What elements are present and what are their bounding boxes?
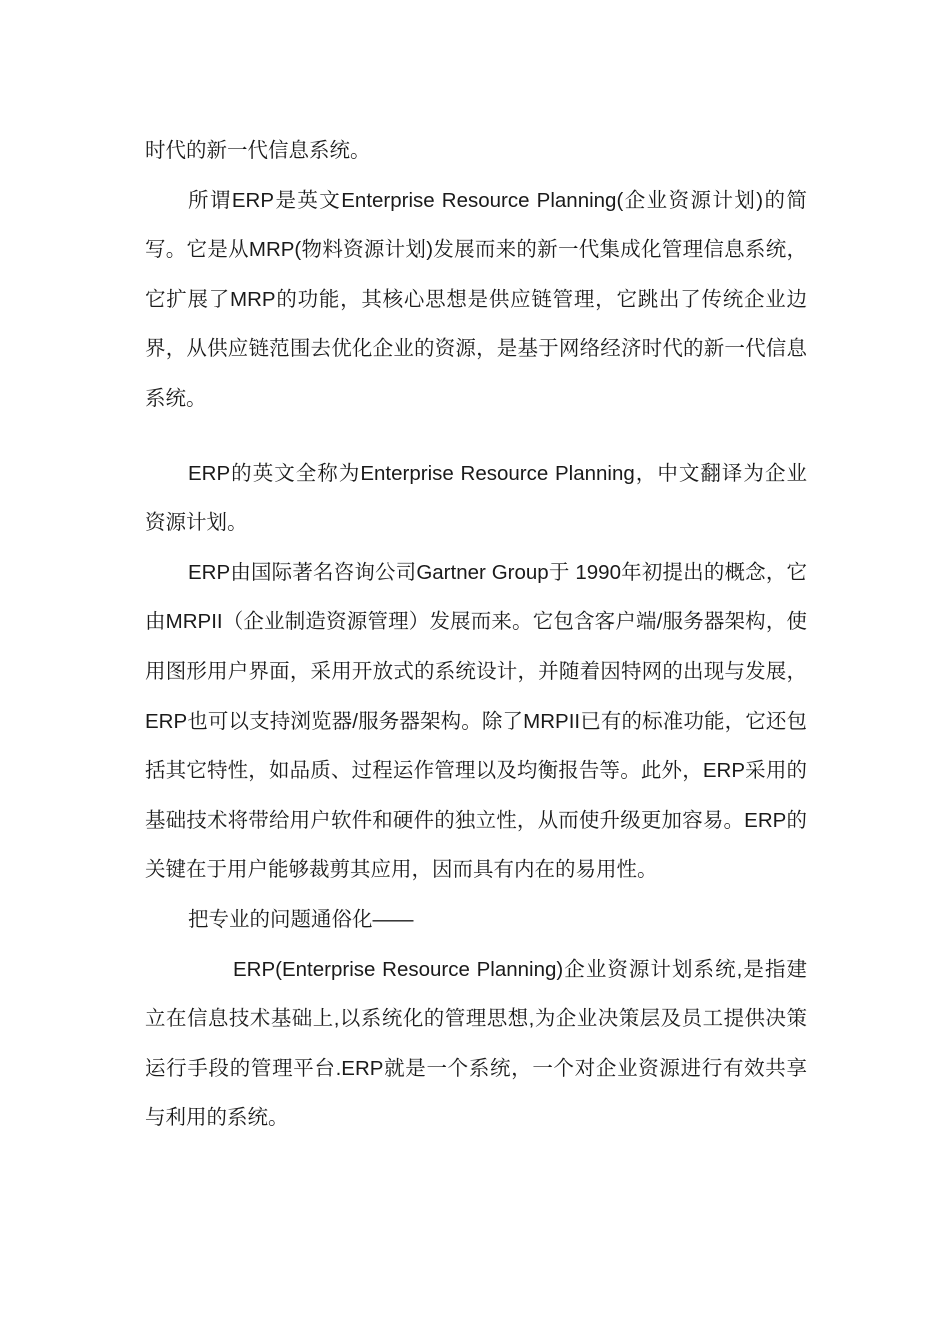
paragraph-plain-explanation-heading: 把专业的问题通俗化—— <box>188 907 414 931</box>
document-body <box>145 126 807 1143</box>
paragraph-erp-system-summary: ERP(Enterprise Resource Planning)企业资源计划系统,是指建立在信息技术基础上,以系统化的管理思想,为企业决策层及员工提供决策运行手段的管理平台.ERP就是一个系统，一个对企业资源进行有效共享与利用的系统。 <box>145 957 807 1130</box>
paragraph-erp-full-name: ERP的英文全称为Enterprise Resource Planning，中文翻译为企业资源计划。 <box>145 461 807 535</box>
paragraph-continuation: 时代的新一代信息系统。 <box>145 139 371 162</box>
paragraph-spacer <box>145 424 807 449</box>
paragraph-erp-history: ERP由国际著名咨询公司Gartner Group于 1990年初提出的概念，它由MRPII（企业制造资源管理）发展而来。它包含客户端/服务器架构，使用图形用户界面，采用开放式的系统设计，并随着因特网的出现与发展，ERP也可以支持浏览器/服务器架构。除了MRPII已有的标准功能，它还包括其它特性，如品质、过程运作管理以及均衡报告等。此外，ERP采用的基础技术将带给用户软件和硬件的独立性，从而使升级更加容易。ERP的关键在于用户能够裁剪其应用，因而具有内在的易用性。 <box>145 560 807 882</box>
paragraph-erp-definition: 所谓ERP是英文Enterprise Resource Planning(企业资源计划)的简写。它是从MRP(物料资源计划)发展而来的新一代集成化管理信息系统，它扩展了MRP的功能，其核心思想是供应链管理，它跳出了传统企业边界，从供应链范围去优化企业的资源，是基于网络经济时代的新一代信息系统。 <box>145 188 807 410</box>
